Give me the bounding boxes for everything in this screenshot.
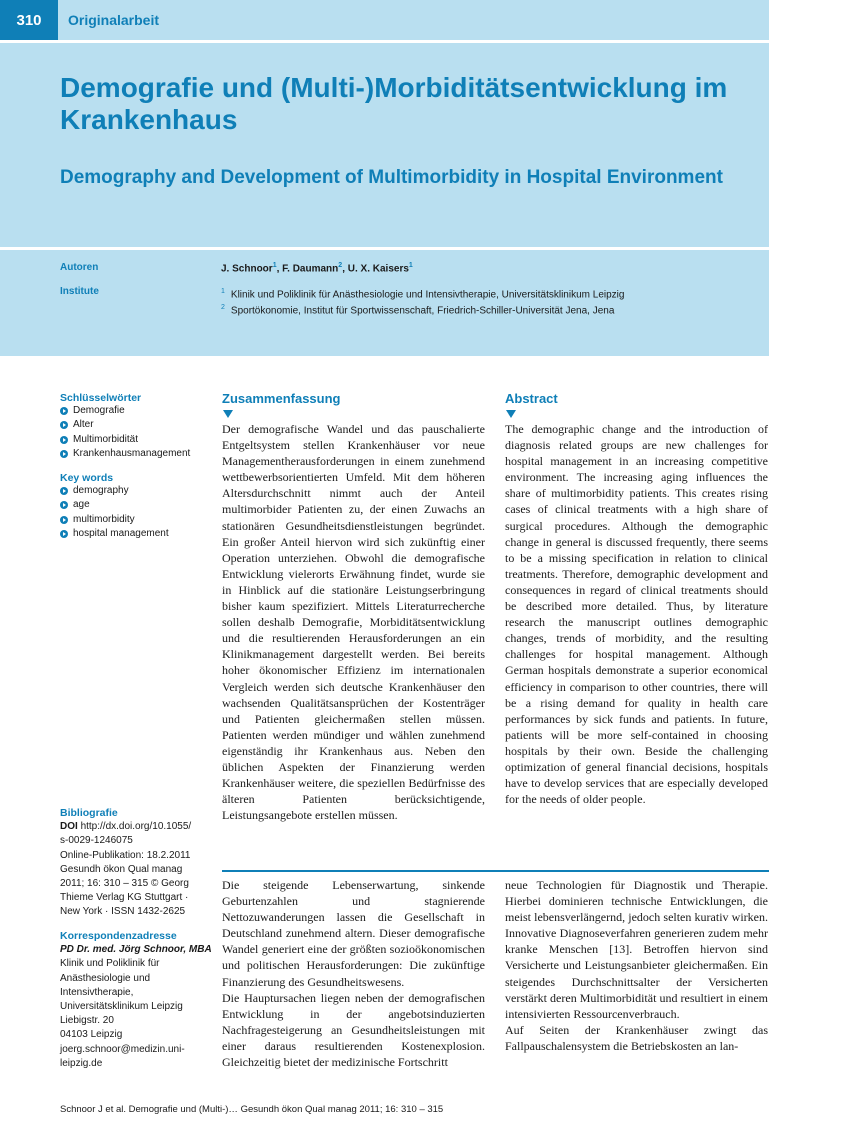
author-affiliation: 1 xyxy=(272,262,277,269)
zusammenfassung-text: Der demografische Wandel und das pauschalierte Entgeltsystem stellen Krankenhäuser vor neue Managementherausforderungen in einem zunehmend wettbewerbsorientierten Umfeld. Mit dem höheren Altersdurchschnitt nimmt auch der Anteil multimorbider Patienten zu, der einen Zuwachs an stationären Gesundheitsdienstleistungen begründet. Ein großer Anteil hiervon wird sich zukünftig einer Operation unterziehen. Obwohl die demografische Entwicklung vielerorts Erwähnung findet, wurde sie in Hinblick auf die stationäre Leistungserbringung bisher kaum spezifiziert. Mittels Literaturrecherche sollen deshalb Demografie, Morbiditätsentwicklung und die resultierenden Herausforderungen an ein Klinikmanagement dargestellt werden. Bei bereits hoher ökonomischer Effizienz im internationalen Vergleich werden sich deutsche Krankenhäuser den wachsenden Qualitätsansprüchen der Kostenträger und Patienten gleichermaßen stellen müssen. Patienten werden mündiger und wählen zunehmend eigenständig ihr Krankenhaus aus. Neben den üblichen Aspekten der Finanzierung werden Krankenhäuser weitere, die speziellen Bedürfnisse des älteren Patienten berücksichtigende, Leistungsangebote erstellen müssen. xyxy=(222,422,485,823)
institutes-label: Institute xyxy=(60,286,99,297)
arrow-bullet-icon xyxy=(60,436,68,444)
arrow-bullet-icon xyxy=(60,516,68,524)
institute-item xyxy=(221,301,624,317)
author-affiliation: 2 xyxy=(338,262,343,269)
triangle-down-icon xyxy=(506,410,516,418)
doi-label: DOI xyxy=(60,821,78,833)
bibliography-line: http://dx.doi.org/10.1055/ xyxy=(80,821,192,833)
keyword-text: multimorbidity xyxy=(73,513,135,525)
correspondence-line: Klinik und Poliklinik für xyxy=(60,958,160,970)
bibliography-line: Online-Publikation: 18.2.2011 xyxy=(60,849,191,861)
doi-line xyxy=(60,820,210,834)
section-divider xyxy=(222,870,769,872)
keyword-item xyxy=(60,433,210,447)
arrow-bullet-icon xyxy=(60,530,68,538)
keyword-item xyxy=(60,418,210,432)
keyword-item xyxy=(60,447,210,461)
body-paragraph: neue Technologien für Diagnostik und Therapie. Hierbei dominieren technische Entwicklungen, die meist lebensverlängernd, jedoch selten kurativ wirken. Innovative Diagnoseverfahren generieren zudem mehr kranke Menschen [13]. Betroffen hiervon sind Versicherte und Leistungsanbieter gleichermaßen. Ein steigendes Durchschnittsalter der Versicherten verstärkt deren Multimorbidität und resultiert in einem intensivierten Ressourcenverbrauch. xyxy=(505,878,768,1021)
correspondence-line: 04103 Leipzig xyxy=(60,1029,123,1041)
zusammenfassung-section xyxy=(222,391,485,823)
correspondence-line: Liebigstr. 20 xyxy=(60,1015,114,1027)
article-title: Demografie und (Multi-)Morbiditätsentwicklung im Krankenhaus xyxy=(60,72,728,135)
bibliography-heading: Bibliografie xyxy=(60,807,118,819)
zusammenfassung-heading: Zusammenfassung xyxy=(222,391,341,406)
author-name: J. Schnoor xyxy=(221,263,273,275)
keywords-de-heading: Schlüsselwörter xyxy=(60,392,142,404)
triangle-down-icon xyxy=(223,410,233,418)
arrow-bullet-icon xyxy=(60,407,68,415)
keyword-item xyxy=(60,404,210,418)
correspondence xyxy=(60,929,212,1071)
body-paragraph: Die steigende Lebenserwartung, sinkende Geburtenzahlen und stagnierende Nettozuwanderungen lassen die Gesellschaft in Deutschland zunehmend altern. Dieser demografische Wandel generiert eine der größten sozioökonomischen und politischen Herausforderungen: Die zukünftige Finanzierung des Gesundheitswesens. xyxy=(222,878,485,989)
body-column-left xyxy=(222,877,485,1070)
author-separator: , xyxy=(342,263,348,275)
institute-item xyxy=(221,285,624,301)
author-separator: , xyxy=(276,263,283,275)
bibliography-line: 2011; 16: 310 – 315 © Georg xyxy=(60,878,189,890)
article-subtitle: Demography and Development of Multimorbidity in Hospital Environment xyxy=(60,167,723,188)
bibliography-line: New York · ISSN 1432-2625 xyxy=(60,906,186,918)
keyword-text: Multimorbidität xyxy=(73,433,139,445)
correspondence-line: Anästhesiologie und xyxy=(60,972,151,984)
correspondence-line: Universitätsklinikum Leipzig xyxy=(60,1001,183,1013)
arrow-bullet-icon xyxy=(60,501,68,509)
institute-text: Sportökonomie, Institut für Sportwissenschaft, Friedrich-Schiller-Universität Jena, Jena xyxy=(230,305,615,317)
bibliography-line: Gesundh ökon Qual manag xyxy=(60,863,183,875)
keyword-text: age xyxy=(73,499,90,511)
abstract-text: The demographic change and the introduction of diagnosis related groups are new challenges for hospital management in an increasing competitive environment. The increasing aging influences the share of multimorbidity patients. This creates rising cases of clinical treatments with a high share of surgical procedures. Although the demographic change in general is discussed frequently, there seems to be a missing specification in relation to clinical treatments. Therefore, demographic development and consequences in regard of clinical treatments should be described more detailed. Thus, by literature research the manuscript outlines demographic changes, trends of morbidity, and the resulting challenges for hospital management. Although German hospitals demonstrate a superior economical efficiency in comparison to other countries, there will be a rising demand for quality in health care performances by sick funds and patients. In future, patients will be more self-contained in choosing hospitals by their own. Beside the challenging optimization of general financial decisions, hospitals have to develop services that are especially developed for the needs of older people. xyxy=(505,422,768,807)
keyword-text: Alter xyxy=(73,419,94,431)
arrow-bullet-icon xyxy=(60,487,68,495)
keyword-text: Krankenhausmanagement xyxy=(73,447,191,459)
email-link[interactable]: leipzig.de xyxy=(60,1057,103,1069)
author-name: F. Daumann xyxy=(282,263,339,275)
keyword-item xyxy=(60,513,210,527)
authors-label: Autoren xyxy=(60,262,99,273)
author-affiliation: 1 xyxy=(408,262,413,269)
correspondence-name: PD Dr. med. Jörg Schnoor, MBA xyxy=(60,944,212,956)
institute-text: Klinik und Poliklinik für Anästhesiologie und Intensivtherapie, Universitätsklinikum Leipzig xyxy=(230,289,625,301)
bibliography-line: Thieme Verlag KG Stuttgart · xyxy=(60,892,189,904)
keywords-en-heading: Key words xyxy=(60,472,114,484)
author-name: U. X. Kaisers xyxy=(347,263,409,275)
arrow-bullet-icon xyxy=(60,421,68,429)
bibliography xyxy=(60,806,210,920)
keywords-de xyxy=(60,392,210,461)
abstract-heading: Abstract xyxy=(505,391,558,406)
arrow-bullet-icon xyxy=(60,450,68,458)
email-link[interactable]: joerg.schnoor@medizin.uni- xyxy=(60,1043,185,1055)
institute-number: 2 xyxy=(221,304,225,312)
body-paragraph: Auf Seiten der Krankenhäuser zwingt das Fallpauschalensystem die Betriebskosten an lan- xyxy=(505,1022,768,1053)
keywords-de-list xyxy=(60,404,210,461)
section-label: Originalarbeit xyxy=(68,12,160,28)
authors-line xyxy=(221,262,413,274)
abstract-section xyxy=(505,391,768,807)
keyword-item xyxy=(60,498,210,512)
correspondence-heading: Korrespondenzadresse xyxy=(60,930,177,942)
body-column-right xyxy=(505,877,768,1054)
page-number: 310 xyxy=(0,0,58,40)
keyword-item xyxy=(60,527,210,541)
keyword-item xyxy=(60,484,210,498)
keyword-text: Demografie xyxy=(73,405,125,416)
institutes-list xyxy=(221,285,624,318)
footer-citation: Schnoor J et al. Demografie und (Multi-)… Gesundh ökon Qual manag 2011; 16: 310 – 315 xyxy=(60,1104,444,1115)
keywords-en xyxy=(60,472,210,541)
correspondence-line: Intensivtherapie, xyxy=(60,986,134,998)
body-paragraph: Die Hauptursachen liegen neben der demografischen Entwicklung in der angebotsinduzierten Nachfragesteigerung an Gesundheitsleistungen mit einer daraus resultierenden Kostenexplosion. Gleichzeitig bietet der medizinische Fortschritt xyxy=(222,990,485,1070)
institute-number: 1 xyxy=(221,288,225,295)
keyword-text: hospital management xyxy=(73,527,169,539)
bibliography-line: s-0029-1246075 xyxy=(60,835,133,847)
keyword-text: demography xyxy=(73,485,129,496)
keywords-en-list xyxy=(60,484,210,541)
